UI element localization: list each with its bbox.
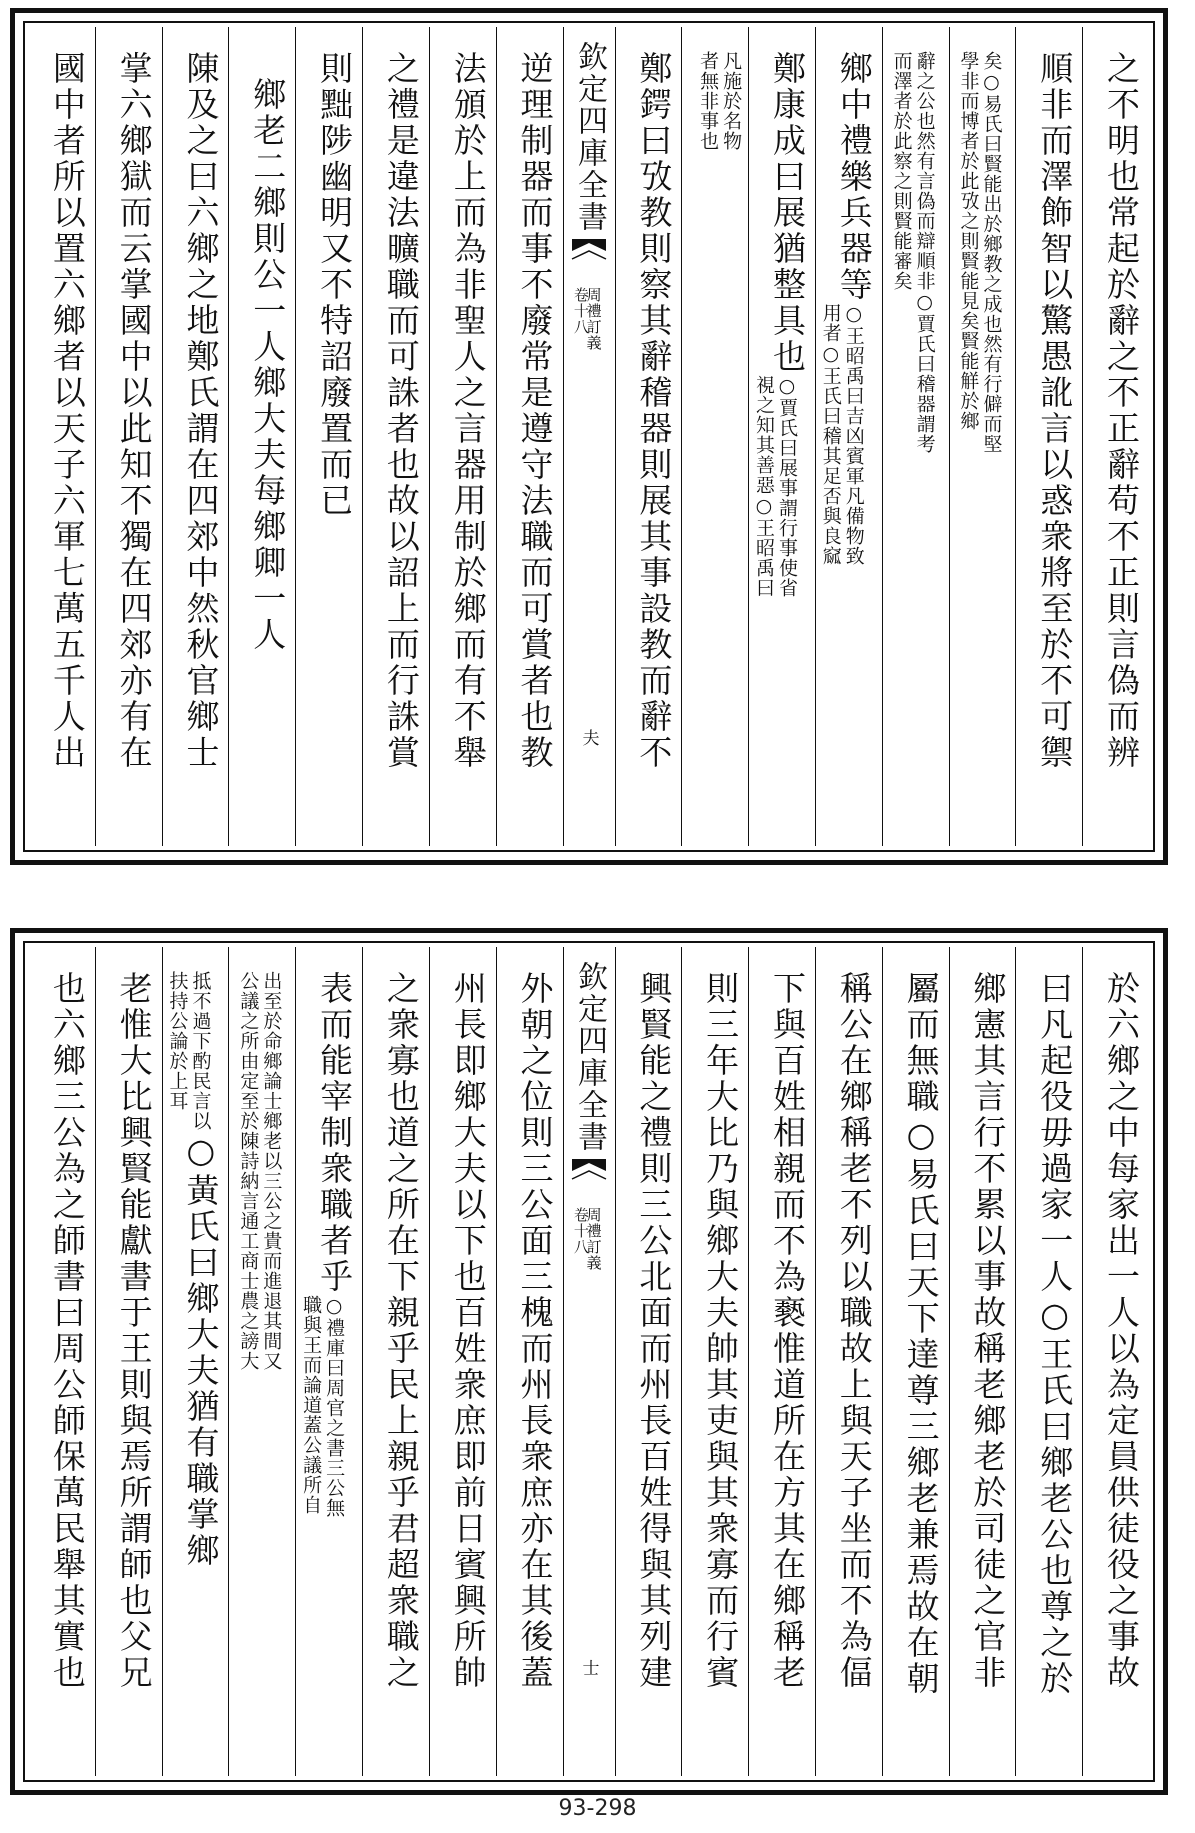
- text-column: 之禮是違法曠職而可誅者也故以詔上而行誅賞: [362, 27, 429, 846]
- commentary-line: 出至於命鄉論士鄉老以三公之貴而進退其間又: [260, 971, 283, 1371]
- center-fold: [563, 947, 615, 1776]
- text-column: 則黜陟幽明又不特詔廢置而已: [295, 27, 362, 846]
- leaf-number: 夫: [578, 729, 599, 746]
- mixed-column: [748, 27, 815, 846]
- leaf-number: 士: [578, 1659, 599, 1676]
- inline-commentary: ○王昭禹曰吉凶賓軍凡備物致 用者○王氏曰稽其足否與良窳: [819, 303, 865, 566]
- main-text: ○黃氏曰鄉大夫猶有職掌鄉: [181, 1131, 221, 1569]
- commentary-line: 而澤者於此察之則賢能審矣: [890, 51, 913, 291]
- text-column: 也六鄉三公為之師書曰周公師保萬民舉其實也: [47, 971, 87, 1691]
- inline-commentary: ○禮庫曰周官之書三公無 職與王而論道蓋公議所自: [300, 1295, 346, 1518]
- text-column: 興賢能之禮則三公北面而州長百姓得與其列建: [615, 947, 682, 1776]
- text-column: 之衆寡也道之所在下親乎民上親乎君超衆職之: [362, 947, 429, 1776]
- text-column: 則三年大比乃與鄉大夫帥其吏與其衆寡而行賓: [681, 947, 748, 1776]
- mixed-column: [162, 947, 229, 1776]
- commentary-line: 辭之公也然有言偽而辯順非○賈氏曰稽器謂考: [913, 51, 936, 454]
- text-column: 曰凡起役毋過家一人○王氏曰鄉老公也尊之於: [1015, 947, 1082, 1776]
- text-column: 鄭鍔曰攷教則察其辭稽器則展其事設教而辭不: [615, 27, 682, 846]
- text-column: 之不明也常起於辭之不正辭苟不正則言偽而辨: [1082, 27, 1149, 846]
- commentary-line: 凡施於名物: [720, 51, 743, 151]
- text-column: 鄉憲其言行不累以事故稱老鄉老於司徒之官非: [949, 947, 1016, 1776]
- commentary-column: [882, 27, 949, 846]
- commentary-column: [228, 947, 295, 1776]
- text-column: 外朝之位則三公面三槐而州長衆庶亦在其後蓋: [496, 947, 563, 1776]
- text-column: 陳及之曰六鄉之地鄭氏謂在四郊中然秋官鄉士: [162, 27, 229, 846]
- text-column: 於六鄉之中每家出一人以為定員供徒役之事故: [1082, 947, 1149, 1776]
- text-column: 屬而無職○易氏曰天下達尊三鄉老兼焉故在朝: [882, 947, 949, 1776]
- commentary-column: [681, 27, 748, 846]
- commentary-column: [949, 27, 1016, 846]
- main-text: 表而能宰制衆職者乎: [315, 971, 355, 1295]
- main-text: 鄭康成曰展猶整具也: [767, 51, 807, 375]
- text-column: 老惟大比興賢能獻書于王則與焉所謂師也父兄: [95, 947, 162, 1776]
- mixed-column: [295, 947, 362, 1776]
- page-number: 93-298: [0, 1796, 1195, 1821]
- text-column: 逆理制器而事不廢常是遵守法職而可賞者也教: [496, 27, 563, 846]
- book-name: 周禮訂義: [584, 287, 603, 351]
- commentary-line: 者無非事也: [697, 51, 720, 151]
- main-text: 鄉中禮樂兵器等: [834, 51, 874, 303]
- volume-number: 卷十八: [571, 287, 590, 335]
- text-column: 稱公在鄉稱老不列以職故上與天子坐而不為偪: [815, 947, 882, 1776]
- book-title: 欽定四庫全書: [572, 41, 607, 233]
- commentary-line: 矣○易氏曰賢能出於鄉教之成也然有行僻而堅: [980, 51, 1003, 454]
- text-column: 法頒於上而為非聖人之言器用制於鄉而有不舉: [429, 27, 496, 846]
- page-top: [10, 8, 1168, 865]
- fishtail-mark-icon: [570, 1157, 608, 1195]
- text-column: 國中者所以置六鄉者以天子六軍七萬五千人出: [47, 51, 87, 771]
- inline-commentary: 抵不過下酌民言以 扶持公論於上耳: [166, 971, 212, 1131]
- mixed-column: [815, 27, 882, 846]
- center-fold: [563, 27, 615, 846]
- text-column: 州長即鄉大夫以下也百姓衆庶即前日賓興所帥: [429, 947, 496, 1776]
- text-column: 順非而澤飾智以驚愚訛言以惑衆將至於不可禦: [1015, 27, 1082, 846]
- page-bottom: [10, 928, 1168, 1795]
- text-column: 掌六鄉獄而云掌國中以此知不獨在四郊亦有在: [95, 27, 162, 846]
- heading-column: 鄉老二鄉則公一人鄉大夫每鄉卿一人: [228, 27, 295, 846]
- commentary-line: 公議之所由定至於陳詩納言通工商士農之謗大: [237, 971, 260, 1371]
- fishtail-mark-icon: [570, 237, 608, 275]
- text-column: 下與百姓相親而不為褻惟道所在方其在鄉稱老: [748, 947, 815, 1776]
- commentary-line: 學非而博者於此攷之則賢能見矣賢能觧於鄉: [957, 51, 980, 431]
- book-name: 周禮訂義: [584, 1207, 603, 1271]
- volume-number: 卷十八: [571, 1207, 590, 1255]
- inline-commentary: ○賈氏曰展事謂行事使省 視之知其善惡○王昭禹曰: [752, 375, 798, 598]
- book-title: 欽定四庫全書: [572, 961, 607, 1153]
